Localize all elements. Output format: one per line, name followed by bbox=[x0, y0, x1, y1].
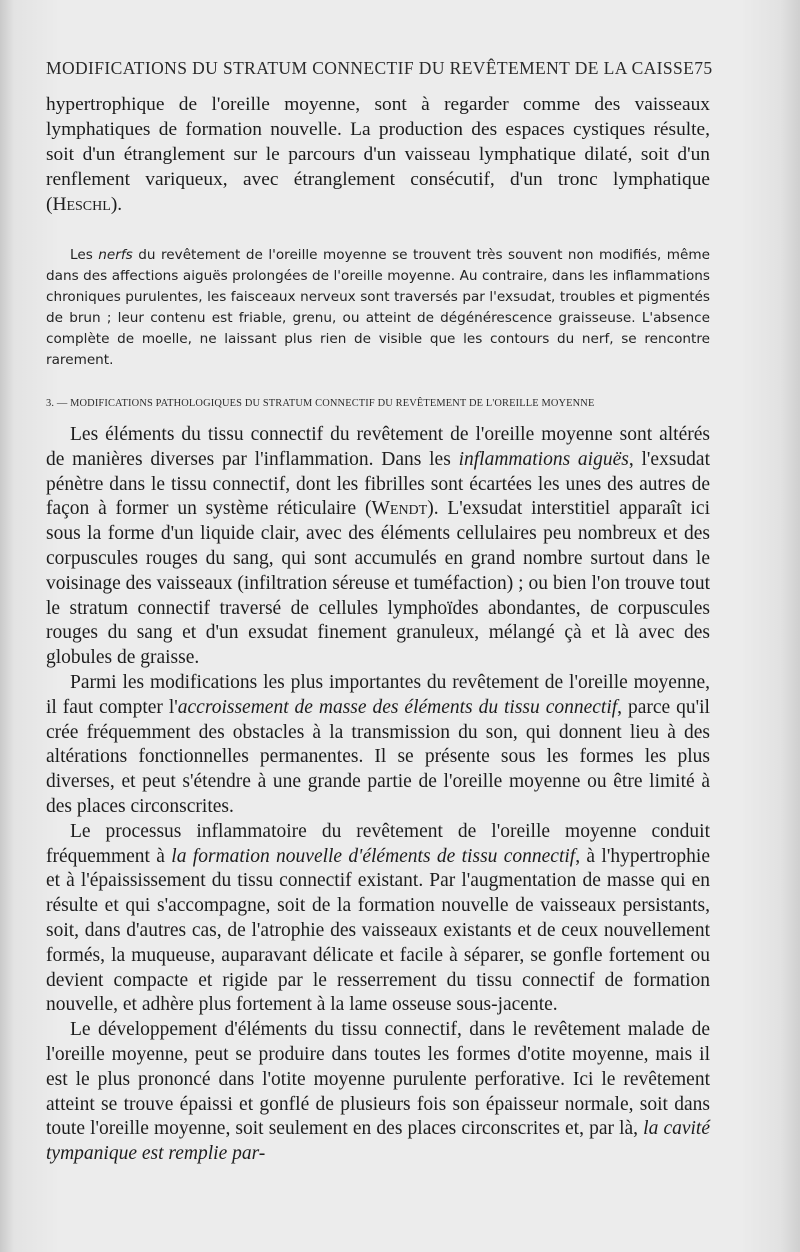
paragraph-text: Le processus inflammatoire du revêtement de l'oreille moyenne conduit fréquemment à bbox=[46, 820, 710, 867]
paragraph-text: Parmi les modifications les plus importantes du revêtement de l'oreille moyenne, il faut compter l' bbox=[46, 671, 710, 718]
running-header bbox=[46, 58, 713, 84]
paragraph-1 bbox=[46, 423, 710, 671]
emphasis-term: nerfs bbox=[98, 247, 133, 263]
paragraph-text: du revêtement de l'oreille moyenne se trouvent très souvent non modifiés, même dans des affections aiguës prolongées de l'oreille moyenne. Au contraire, dans les inflammations chroniques purulentes, les faisceaux nerveux sont traversés par l'exsudat, troubles et pigmentés de brun ; leur contenu est friable, grenu, ou atteint de dégénérescence graisseuse. L'absence complète de moelle, ne laissant plus rien de visible que les contours du nerf, se rencontre rarement. bbox=[46, 247, 710, 368]
emphasis-term: la cavité tympanique est remplie par- bbox=[46, 1118, 711, 1165]
paragraph-text: , parce qu'il crée fréquemment des obstacles à la transmission du son, qui donnent lieu à des altérations fonctionnelles permanentes. Il se présente sous les formes les plus diverses, et peut s'étendre à une grande partie de l'oreille moyenne ou être limité à des places circonscrites. bbox=[46, 696, 710, 817]
paragraph-text: Les bbox=[70, 247, 99, 263]
paragraph-2 bbox=[46, 671, 710, 820]
paragraph-text: Le développement d'éléments du tissu connectif, dans le revêtement malade de l'oreille moyenne, peut se produire dans toutes les formes d'otite moyenne, mais il est le plus prononcé dans l'otite moyenne purulente perforative. Ici le revêtement atteint se trouve épaissi et gonflé de plusieurs fois son épaisseur normale, soit dans toute l'oreille moyenne, soit seulement en des places circonscrites et, par là, bbox=[46, 1019, 710, 1140]
paragraph-text: ). L'exsudat interstitiel apparaît ici sous la forme d'un liquide clair, avec des éléments cellulaires peu nombreux et des corpuscules rouges du sang, qui sont accumulés en grand nombre surtout dans le voisinage des vaisseaux (infiltration séreuse et tuméfaction) ; ou bien l'on trouve tout le stratum connectif traversé de cellules lymphoïdes abondantes, de corpuscules rouges du sang et d'un exsudat finement granuleux, mélangé çà et là avec des globules de graisse. bbox=[46, 498, 711, 669]
page-content bbox=[46, 58, 713, 1167]
paragraph-text: , l'exsudat pénètre dans le tissu connectif, dont les fibrilles sont écartées les unes des autres de façon à former un système réticulaire ( bbox=[46, 448, 710, 520]
emphasis-term: inflammations aiguës bbox=[458, 448, 629, 470]
author-name: Wendt bbox=[371, 498, 428, 520]
paragraph-3 bbox=[46, 820, 710, 1018]
emphasis-term: la formation nouvelle d'éléments de tissu connectif bbox=[171, 845, 576, 867]
paragraph-text: ). bbox=[110, 194, 123, 215]
paragraph-4 bbox=[46, 1018, 710, 1167]
paragraph-text: Les éléments du tissu connectif du revêtement de l'oreille moyenne sont altérés de manières diverses par l'inflammation. Dans les bbox=[46, 424, 710, 470]
running-title: MODIFICATIONS DU STRATUM CONNECTIF DU REVÊTEMENT DE LA CAISSE bbox=[46, 58, 695, 78]
nerves-paragraph bbox=[46, 245, 710, 371]
section-heading: 3. — MODIFICATIONS PATHOLOGIQUES DU STRATUM CONNECTIF DU REVÊTEMENT DE L'OREILLE MOYENNE bbox=[46, 398, 595, 409]
paragraph-continued bbox=[46, 92, 710, 217]
page-number: 75 bbox=[694, 58, 713, 78]
paragraph-text: , à l'hypertrophie et à l'épaississement du tissu connectif existant. Par l'augmentation de masse qui en résulte et qui s'accompagne, soit de la formation nouvelle de vaisseaux persistants, soit, dans d'autres cas, de l'atrophie des vaisseaux existants et de ceux nouvellement formés, la muqueuse, auparavant délicate et facile à séparer, se gonfle fortement ou devient compacte et rigide par le resserrement du tissu connectif de formation nouvelle, et adhère plus fortement à la lame osseuse sous-jacente. bbox=[46, 845, 710, 1016]
author-name: Heschl bbox=[52, 194, 111, 215]
emphasis-term: accroissement de masse des éléments du tissu connectif bbox=[177, 696, 618, 718]
paragraph-text: hypertrophique de l'oreille moyenne, sont à regarder comme des vaisseaux lymphatiques de formation nouvelle. La production des espaces cystiques résulte, soit d'un étranglement sur le parcours d'un vaisseau lymphatique dilaté, soit d'un renflement variqueux, avec étranglement consécutif, d'un tronc lymphatique ( bbox=[46, 94, 710, 215]
